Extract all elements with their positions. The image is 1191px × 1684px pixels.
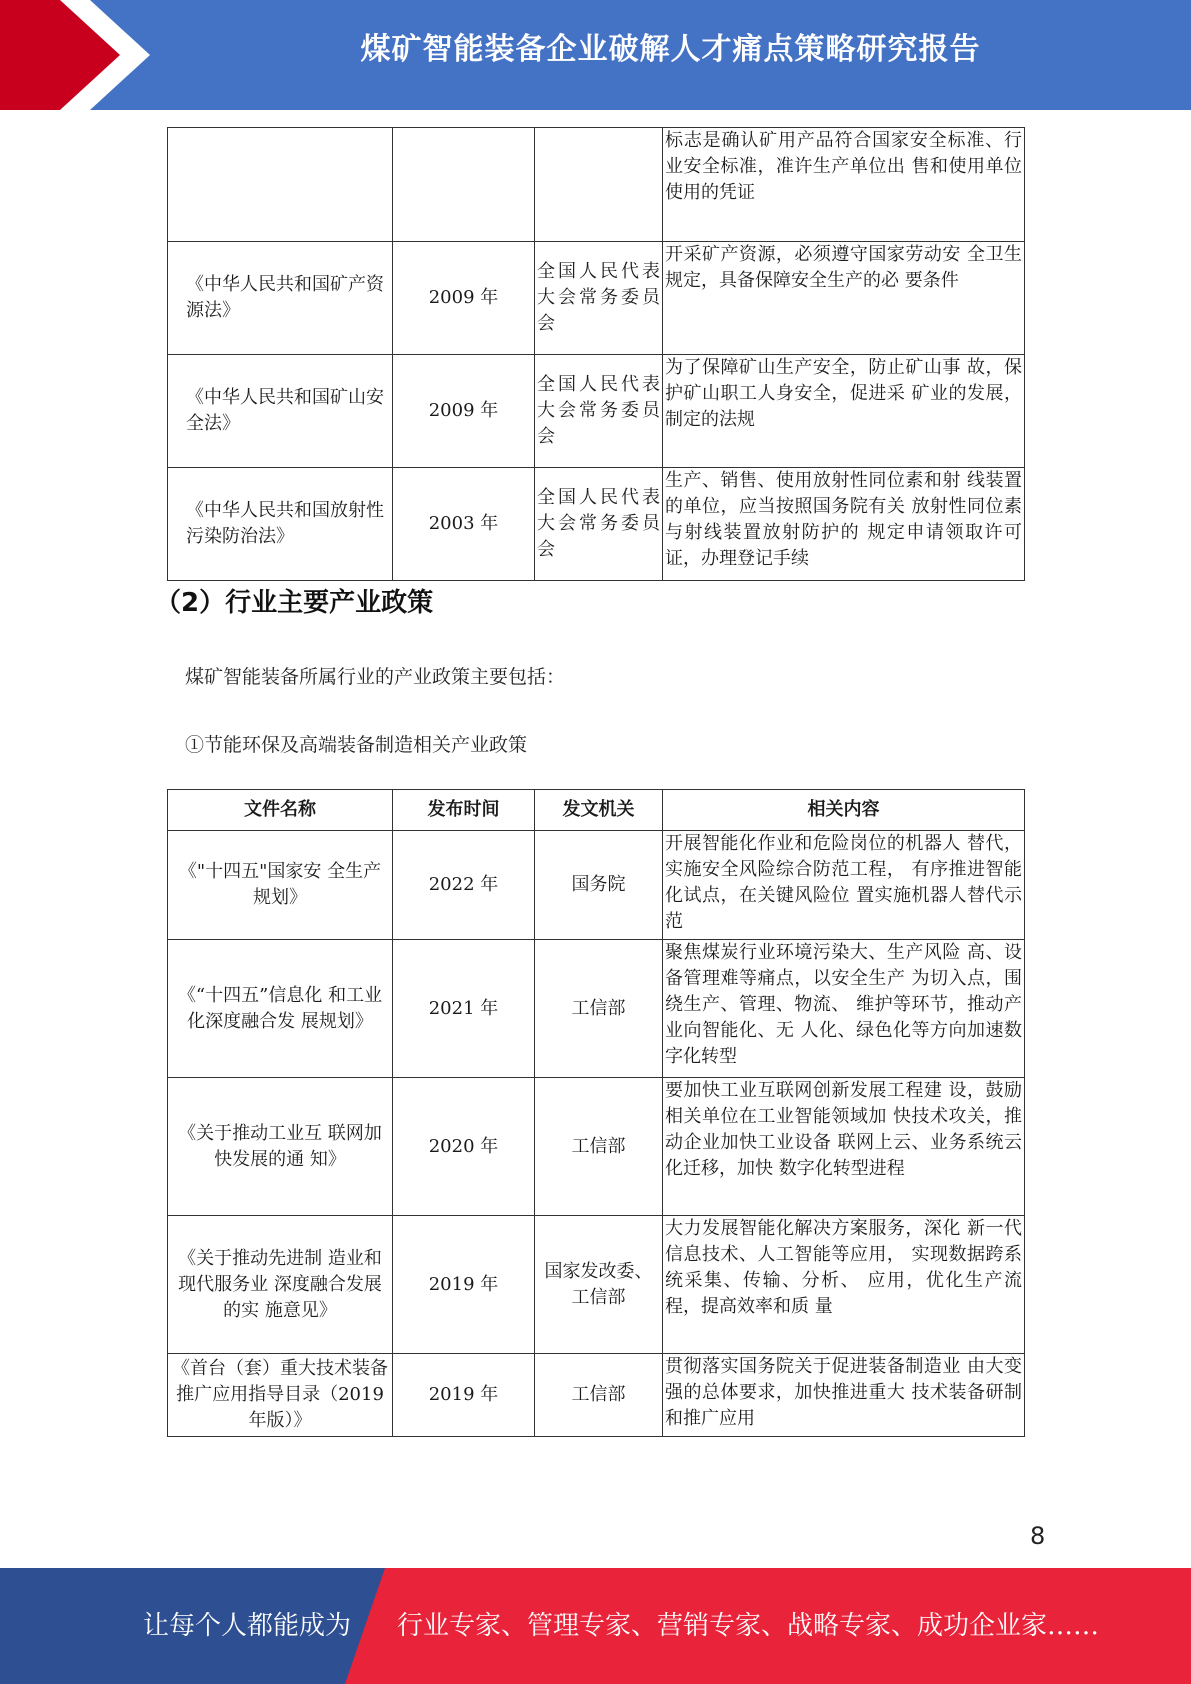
footer-left-text: 让每个人都能成为 <box>143 1611 352 1641</box>
intro-paragraph: 煤矿智能装备所属行业的产业政策主要包括： <box>185 666 566 688</box>
doc-date-cell: 2009 年 <box>393 242 535 355</box>
doc-issuer-cell: 工信部 <box>535 1354 663 1437</box>
doc-content-cell: 聚焦煤炭行业环境污染大、生产风险 高、设备管理难等痛点，以安全生产 为切入点，围绕生产、管理、物流、 维护等环节，推动产业向智能化、无 人化、绿色化等方向加速数字化转型 <box>663 940 1025 1078</box>
doc-content-cell: 大力发展智能化解决方案服务，深化 新一代信息技术、人工智能等应用， 实现数据跨系统采集、传输、分析、 应用，优化生产流程，提高效率和质 量 <box>663 1216 1025 1354</box>
industry-policy-table <box>167 789 1025 1437</box>
column-header: 发布时间 <box>393 790 535 831</box>
table-row <box>168 1216 1025 1354</box>
report-title: 煤矿智能装备企业破解人才痛点策略研究报告 <box>360 32 981 67</box>
table-row <box>168 468 1025 581</box>
doc-name-cell: 《关于推动先进制 造业和现代服务业 深度融合发展的实 施意见》 <box>168 1216 393 1354</box>
doc-issuer-cell: 国务院 <box>535 831 663 940</box>
table-row <box>168 128 1025 242</box>
doc-issuer-cell <box>535 128 663 242</box>
section-heading: （2）行业主要产业政策 <box>155 588 434 618</box>
doc-date-cell <box>393 128 535 242</box>
doc-issuer-cell: 国家发改委、工信部 <box>535 1216 663 1354</box>
doc-issuer-cell: 全国人民代表大会常务委员会 <box>535 355 663 468</box>
table-row <box>168 831 1025 940</box>
doc-name-cell: 《中华人民共和国矿山安全法》 <box>168 355 393 468</box>
column-header: 相关内容 <box>663 790 1025 831</box>
doc-content-cell: 标志是确认矿用产品符合国家安全标准、行业安全标准，准许生产单位出 售和使用单位使用的凭证 <box>663 128 1025 242</box>
doc-date-cell: 2009 年 <box>393 355 535 468</box>
doc-content-cell: 贯彻落实国务院关于促进装备制造业 由大变强的总体要求，加快推进重大 技术装备研制和推广应用 <box>663 1354 1025 1437</box>
doc-date-cell: 2021 年 <box>393 940 535 1078</box>
doc-issuer-cell: 工信部 <box>535 1078 663 1216</box>
table-row <box>168 1354 1025 1437</box>
doc-date-cell: 2022 年 <box>393 831 535 940</box>
doc-name-cell: 《"十四五"国家安 全生产规划》 <box>168 831 393 940</box>
column-header: 发文机关 <box>535 790 663 831</box>
doc-content-cell: 生产、销售、使用放射性同位素和射 线装置的单位，应当按照国务院有关 放射性同位素与射线装置放射防护的 规定申请领取许可证，办理登记手续 <box>663 468 1025 581</box>
doc-name-cell: 《中华人民共和国矿产资源法》 <box>168 242 393 355</box>
doc-name-cell: 《关于推动工业互 联网加快发展的通 知》 <box>168 1078 393 1216</box>
doc-name-cell: 《“十四五”信息化 和工业化深度融合发 展规划》 <box>168 940 393 1078</box>
doc-date-cell: 2019 年 <box>393 1216 535 1354</box>
doc-content-cell: 为了保障矿山生产安全，防止矿山事 故，保护矿山职工人身安全，促进采 矿业的发展，制定的法规 <box>663 355 1025 468</box>
table-row <box>168 242 1025 355</box>
page-footer <box>0 1568 1191 1684</box>
doc-name-cell <box>168 128 393 242</box>
sub-heading: ①节能环保及高端装备制造相关产业政策 <box>185 734 528 756</box>
doc-issuer-cell: 工信部 <box>535 940 663 1078</box>
table-header-row <box>168 790 1025 831</box>
doc-content-cell: 开采矿产资源，必须遵守国家劳动安 全卫生规定，具备保障安全生产的必 要条件 <box>663 242 1025 355</box>
doc-content-cell: 要加快工业互联网创新发展工程建 设，鼓励相关单位在工业智能领域加 快技术攻关，推动企业加快工业设备 联网上云、业务系统云化迁移，加快 数字化转型进程 <box>663 1078 1025 1216</box>
doc-name-cell: 《首台（套）重大技术装备推广应用指导目录（2019 年版）》 <box>168 1354 393 1437</box>
regulations-table <box>167 127 1025 581</box>
column-header: 文件名称 <box>168 790 393 831</box>
doc-issuer-cell: 全国人民代表大会常务委员会 <box>535 242 663 355</box>
header-chevron-icon <box>0 0 150 110</box>
doc-content-cell: 开展智能化作业和危险岗位的机器人 替代，实施安全风险综合防范工程， 有序推进智能化试点，在关键风险位 置实施机器人替代示范 <box>663 831 1025 940</box>
page-number: 8 <box>1030 1522 1046 1550</box>
table-row <box>168 355 1025 468</box>
page-header <box>0 0 1191 110</box>
doc-date-cell: 2020 年 <box>393 1078 535 1216</box>
doc-date-cell: 2019 年 <box>393 1354 535 1437</box>
footer-right-text: 行业专家、管理专家、营销专家、战略专家、成功企业家…… <box>397 1611 1100 1641</box>
doc-date-cell: 2003 年 <box>393 468 535 581</box>
doc-name-cell: 《中华人民共和国放射性污染防治法》 <box>168 468 393 581</box>
table-row <box>168 1078 1025 1216</box>
doc-issuer-cell: 全国人民代表大会常务委员会 <box>535 468 663 581</box>
table-row <box>168 940 1025 1078</box>
